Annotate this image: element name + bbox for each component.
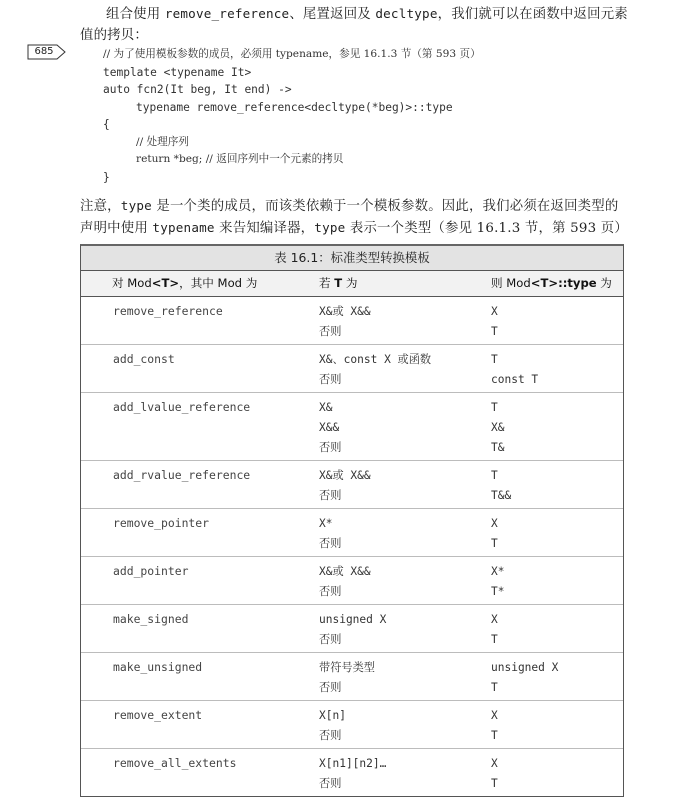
template-name: remove_all_extents	[113, 756, 237, 770]
if-type-cell	[299, 658, 471, 698]
table-row	[81, 653, 623, 701]
if-type-cell	[299, 562, 471, 602]
result: T	[491, 633, 498, 646]
template-name: remove_extent	[113, 708, 203, 722]
note-paragraph	[80, 195, 632, 239]
condition: X[n1][n2]…	[319, 757, 387, 770]
condition: 否则	[319, 729, 342, 742]
condition: X&或 X&&	[319, 565, 371, 578]
condition: X&、const X 或函数	[319, 353, 432, 366]
if-type-cell	[299, 706, 471, 746]
result-type-cell	[471, 514, 621, 554]
template-name: add_lvalue_reference	[113, 400, 251, 414]
table-row	[81, 509, 623, 557]
condition: 否则	[319, 373, 342, 386]
result: X&	[491, 421, 505, 434]
template-name: add_rvalue_reference	[113, 468, 251, 482]
text-run: 注意，	[80, 199, 121, 214]
inline-code: type	[314, 220, 346, 235]
result: T	[491, 537, 498, 550]
result: T	[491, 325, 498, 338]
condition: 否则	[319, 681, 342, 694]
code-block	[103, 46, 623, 186]
result: T	[491, 681, 498, 694]
condition: X&	[319, 401, 333, 414]
result: const T	[491, 373, 539, 386]
condition: X&或 X&&	[319, 469, 371, 482]
result-type-cell	[471, 562, 621, 602]
result: unsigned X	[491, 661, 559, 674]
text-run: 表示一个类型（参见 16.1.3 节，第 593 页）	[345, 221, 628, 236]
if-type-cell	[299, 350, 471, 390]
condition: 否则	[319, 777, 342, 790]
header-text: T	[334, 276, 343, 290]
result: X	[491, 517, 498, 530]
header-text: 为	[596, 276, 612, 290]
result: X	[491, 613, 498, 626]
header-cell	[299, 271, 471, 296]
text-run: ，我们就可以在函数中返回元素值的拷贝：	[80, 7, 628, 43]
result-type-cell	[471, 302, 621, 342]
condition: 否则	[319, 441, 342, 454]
code-line: template <typename It>	[103, 65, 252, 79]
result-type-cell	[471, 466, 621, 506]
template-name: add_pointer	[113, 564, 189, 578]
result-type-cell	[471, 610, 621, 650]
template-name: make_signed	[113, 612, 189, 626]
result: T	[491, 469, 498, 482]
table-row	[81, 749, 623, 796]
type-transform-table	[80, 244, 624, 797]
page-number-marker	[27, 44, 67, 60]
result: T&	[491, 441, 505, 454]
condition: X&或 X&&	[319, 305, 371, 318]
table-row	[81, 605, 623, 653]
condition: X[n]	[319, 709, 346, 722]
result-type-cell	[471, 350, 621, 390]
code-line: }	[103, 170, 110, 184]
table-row	[81, 297, 623, 345]
result: X*	[491, 565, 505, 578]
table-row	[81, 557, 623, 605]
header-cell	[471, 271, 621, 296]
header-text: 若	[319, 276, 335, 290]
header-text: 则 Mod	[491, 276, 531, 290]
code-line: auto fcn2(It beg, It end) ->	[103, 83, 292, 96]
table-header-row	[81, 270, 623, 297]
result-type-cell	[471, 754, 621, 794]
header-text: ，其中 Mod 为	[179, 276, 258, 290]
table-body	[81, 297, 623, 796]
code-comment-line: return *beg; // 返回序列中一个元素的拷贝	[136, 153, 344, 165]
condition: 否则	[319, 537, 342, 550]
if-type-cell	[299, 466, 471, 506]
table-title: 表 16.1：标准类型转换模板	[81, 246, 623, 270]
text-run: 、尾置返回及	[289, 7, 376, 22]
condition: unsigned X	[319, 613, 387, 626]
result: T*	[491, 585, 505, 598]
result-type-cell	[471, 658, 621, 698]
text-run: 是一个类的成员，而该类依赖于一个模板参数。因此，我们必须在返回类型的声明中使用	[80, 199, 619, 236]
template-name: add_const	[113, 352, 175, 366]
header-text: <T>	[151, 276, 180, 290]
result: T	[491, 353, 498, 366]
table-row	[81, 701, 623, 749]
condition: 否则	[319, 325, 342, 338]
code-line: typename remove_reference<decltype(*beg)>::type	[136, 100, 453, 114]
result: T	[491, 729, 498, 742]
condition: 带符号类型	[319, 661, 375, 674]
condition: X&&	[319, 421, 340, 434]
if-type-cell	[299, 514, 471, 554]
header-text: 对 Mod	[112, 276, 152, 290]
if-type-cell	[299, 398, 471, 458]
result: T	[491, 777, 498, 790]
result: T&&	[491, 489, 512, 502]
intro-paragraph	[80, 3, 632, 46]
result-type-cell	[471, 398, 621, 458]
template-name: make_unsigned	[113, 660, 203, 674]
text-run: 组合使用	[106, 7, 165, 22]
inline-code: decltype	[375, 6, 438, 21]
code-comment-line: // 为了使用模板参数的成员，必须用 typename，参见 16.1.3 节（第 593 页）	[103, 48, 481, 60]
text-run: 来告知编译器，	[214, 221, 315, 236]
table-row	[81, 393, 623, 461]
code-comment-line: // 处理序列	[136, 135, 189, 148]
result: X	[491, 757, 498, 770]
header-text: <T>::type	[530, 276, 597, 290]
template-name: remove_pointer	[113, 516, 210, 530]
header-text: 为	[342, 276, 358, 290]
condition: 否则	[319, 633, 342, 646]
result: X	[491, 305, 498, 318]
inline-code: remove_reference	[164, 6, 290, 21]
condition: 否则	[319, 585, 342, 598]
if-type-cell	[299, 610, 471, 650]
inline-code: typename	[152, 220, 215, 235]
code-line: {	[103, 118, 110, 131]
result: X	[491, 709, 498, 722]
table-row	[81, 345, 623, 393]
condition: 否则	[319, 489, 342, 502]
if-type-cell	[299, 302, 471, 342]
result-type-cell	[471, 706, 621, 746]
condition: X*	[319, 517, 333, 530]
if-type-cell	[299, 754, 471, 794]
inline-code: type	[120, 198, 152, 213]
result: T	[491, 401, 498, 414]
table-row	[81, 461, 623, 509]
template-name: remove_reference	[113, 304, 223, 318]
page-number: 685	[34, 46, 54, 57]
header-cell	[81, 271, 299, 296]
